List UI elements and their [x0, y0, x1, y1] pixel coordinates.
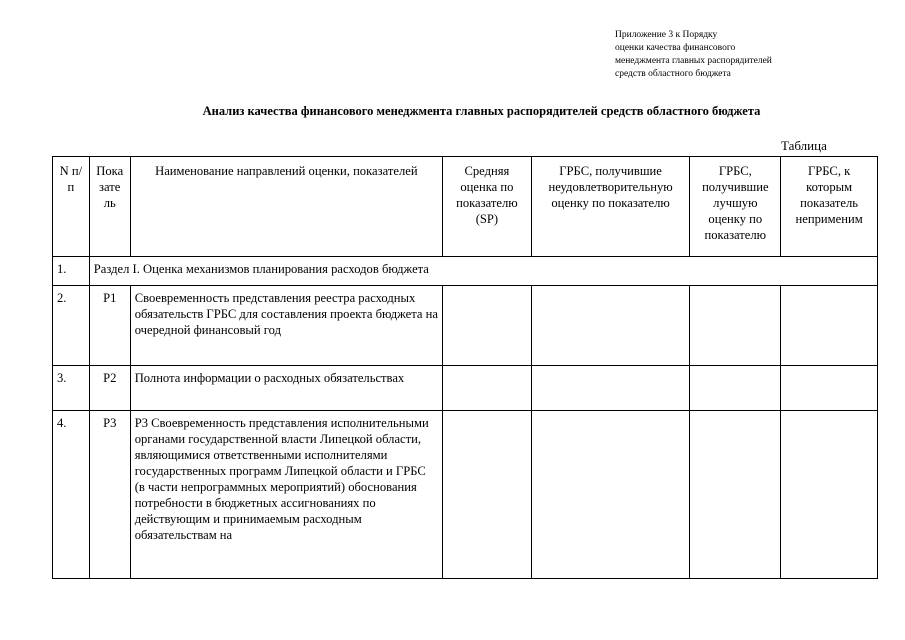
row-name: Своевременность представления реестра расходных обязательств ГРБС для составления проекта бюджета на очередной финансовый год — [130, 286, 442, 366]
row-unsatisfactory-cell — [531, 411, 690, 579]
appendix-note — [615, 29, 865, 81]
row-code: P2 — [89, 366, 130, 411]
row-unsatisfactory-cell — [531, 366, 690, 411]
row-code: P1 — [89, 286, 130, 366]
document-title: Анализ качества финансового менеджмента главных распорядителей средств областного бюджета — [202, 104, 761, 118]
header-average: Средняя оценка по показателю (SP) — [443, 157, 532, 257]
row-name: Полнота информации о расходных обязательствах — [130, 366, 442, 411]
row-not-applicable-cell — [781, 366, 878, 411]
appendix-line: оценки качества финансового — [615, 43, 736, 53]
section-title: Раздел I. Оценка механизмов планирования расходов бюджета — [89, 257, 877, 286]
table-row — [53, 366, 878, 411]
row-best-cell — [690, 411, 781, 579]
row-best-cell — [690, 366, 781, 411]
appendix-line: Приложение 3 к Порядку — [615, 30, 718, 40]
row-average-cell — [443, 411, 532, 579]
header-unsatisfactory: ГРБС, получившие неудовлетворительную оценку по показателю — [531, 157, 690, 257]
section-number: 1. — [53, 257, 90, 286]
row-code: P3 — [89, 411, 130, 579]
table-row — [53, 286, 878, 366]
header-best: ГРБС, получившие лучшую оценку по показателю — [690, 157, 781, 257]
header-indicator: Пока зате ль — [89, 157, 130, 257]
row-number: 2. — [53, 286, 90, 366]
row-average-cell — [443, 286, 532, 366]
appendix-line: менеджмента главных распорядителей — [615, 56, 772, 66]
table-row — [53, 411, 878, 579]
row-name: P3 Своевременность представления исполнительными органами государственной власти Липецкой области, являющимися ответственными исполнителями государственных программ Липецкой области и ГРБС (в части непрограммных мероприятий) обоснования потребности в бюджетных ассигнованиях по действующим и принимаемым расходным обязательствам на — [130, 411, 442, 579]
row-number: 3. — [53, 366, 90, 411]
row-number: 4. — [53, 411, 90, 579]
appendix-line: средств областного бюджета — [615, 69, 731, 79]
row-unsatisfactory-cell — [531, 286, 690, 366]
table-header-row — [53, 157, 878, 257]
row-not-applicable-cell — [781, 411, 878, 579]
header-not-applicable: ГРБС, к которым показатель неприменим — [781, 157, 878, 257]
header-name: Наименование направлений оценки, показателей — [130, 157, 442, 257]
header-number: N п/п — [53, 157, 90, 257]
row-not-applicable-cell — [781, 286, 878, 366]
section-row — [53, 257, 878, 286]
assessment-table — [52, 156, 878, 579]
row-best-cell — [690, 286, 781, 366]
row-average-cell — [443, 366, 532, 411]
table-caption: Таблица — [781, 138, 827, 153]
